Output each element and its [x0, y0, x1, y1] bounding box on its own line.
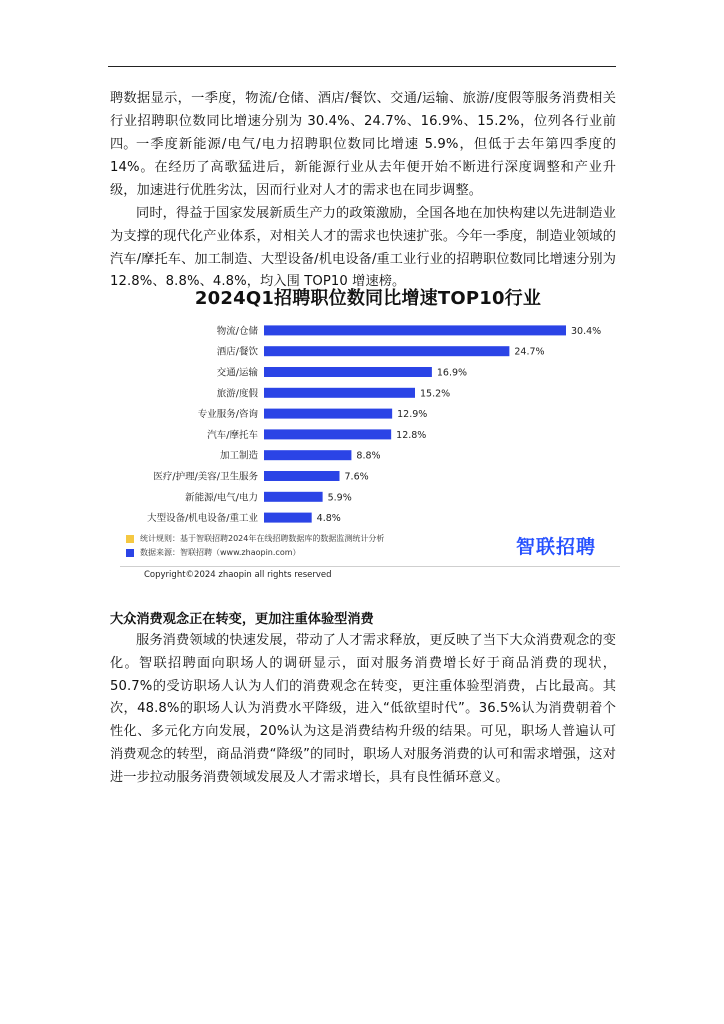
paragraph-4: 服务消费领域的快速发展，带动了人才需求释放，更反映了当下大众消费观念的变化。智联招聘面向职场人的调研显示，面对服务消费增长好于商品消费的现状，50.7%的受访职场人认为人们的消费观念在转变，更注重体验型消费，占比最高。其次，48.8%的职场人认为消费水平降级，进入“低欲望时代”。36.5%认为消费朝着个性化、多元化方向发展，20%认为这是消费结构升级的结果。可见，职场人普遍认可消费观念的转型，商品消费“降级”的同时，职场人对服务消费的认可和需求增强，这对进一步拉动服务消费领域发展及人才需求增长，具有良性循环意义。: [110, 633, 616, 785]
bar: [264, 388, 415, 398]
bar: [264, 367, 432, 377]
bar: [264, 429, 391, 439]
section-heading: 大众消费观念正在转变，更加注重体验型消费: [110, 612, 374, 627]
note-rule-text: 统计规则：基于智联招聘2024年在线招聘数据库的数据监测统计分析: [140, 534, 385, 543]
header-rule: [108, 66, 616, 67]
value-label: 12.8%: [396, 429, 427, 441]
chart-title: 2024Q1招聘职位数同比增速TOP10行业: [194, 288, 542, 309]
value-label: 8.8%: [356, 450, 381, 462]
value-label: 12.9%: [397, 409, 428, 421]
value-label: 30.4%: [571, 325, 602, 337]
bar: [264, 450, 351, 460]
paragraph-2: 一季度新能源/电气/电力招聘职位数同比增速 5.9%，但低于去年第四季度的 14%。在经历了高歌猛进后，新能源行业从去年便开始不断进行深度调整和产业升级，加速进行优胜劣汰，因而行业对人才的需求也在同步调整。: [110, 137, 616, 198]
blue-square-icon: [126, 549, 134, 557]
value-label: 7.6%: [344, 471, 369, 483]
zhaopin-logo: 智联招聘: [516, 536, 597, 558]
paragraph-3: 同时，得益于国家发展新质生产力的政策激励，全国各地在加快构建以先进制造业为支撑的现代化产业体系，对相关人才的需求也快速扩张。今年一季度，制造业领域的汽车/摩托车、加工制造、大型设备/机电设备/重工业行业的招聘职位数同比增速分别为 12.8%、8.8%、4.8%，均入围 TOP10 增速榜。: [110, 206, 616, 290]
value-label: 16.9%: [436, 367, 468, 379]
category-label: 新能源/电气/电力: [185, 492, 258, 504]
category-label: 旅游/度假: [216, 388, 258, 400]
bar: [264, 346, 509, 356]
yellow-square-icon: [126, 535, 134, 543]
bar-chart: [112, 314, 624, 554]
paragraph-1: 聘数据显示，一季度，物流/仓储、酒店/餐饮、交通/运输、旅游/度假等服务消费相关行业招聘职位数同比增速分别为 30.4%、24.7%、16.9%、15.2%，位列各行业前四。: [110, 91, 616, 152]
category-label: 大型设备/机电设备/重工业: [147, 513, 258, 525]
value-label: 5.9%: [327, 492, 352, 504]
value-label: 15.2%: [420, 388, 451, 400]
note-rule-row: [126, 532, 384, 546]
category-label: 汽车/摩托车: [207, 429, 258, 441]
category-label: 医疗/护理/美容/卫生服务: [153, 471, 258, 483]
chart-footer-rule: [120, 566, 620, 567]
bar: [264, 409, 392, 419]
category-label: 酒店/餐饮: [216, 346, 258, 358]
bar: [264, 492, 323, 502]
note-source-row: [126, 546, 384, 560]
category-label: 专业服务/咨询: [197, 409, 258, 421]
chart-figure: [112, 284, 624, 590]
bar: [264, 325, 566, 335]
value-label: 4.8%: [316, 513, 341, 525]
category-label: 交通/运输: [216, 367, 258, 379]
bar: [264, 513, 312, 523]
category-label: 加工制造: [219, 450, 258, 462]
bar: [264, 471, 340, 481]
note-source-text: 数据来源：智联招聘（www.zhaopin.com）: [140, 548, 301, 557]
copyright-text: Copyright©2024 zhaopin all rights reserved: [144, 570, 332, 580]
value-label: 24.7%: [514, 346, 545, 358]
chart-notes: [126, 532, 384, 560]
category-label: 物流/仓储: [216, 325, 258, 337]
